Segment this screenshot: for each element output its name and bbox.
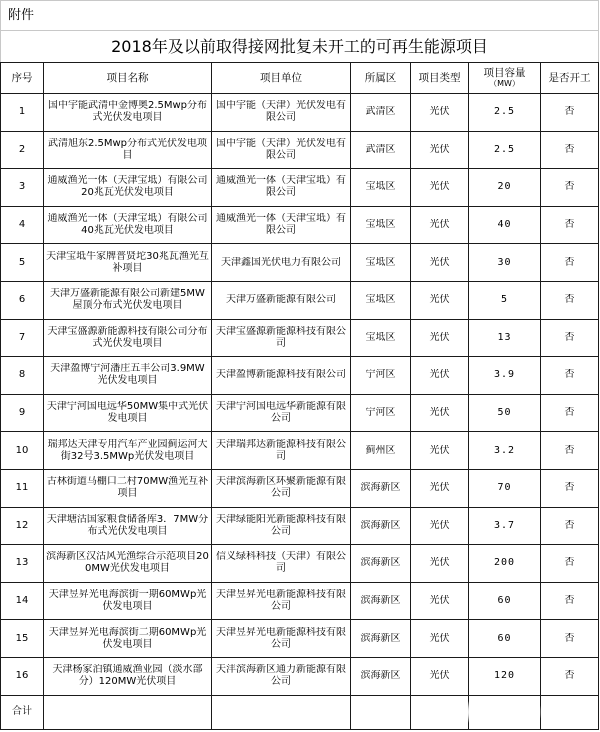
cell-project-company-text: 信义绿科科技（天津）有限公司 [216, 551, 346, 575]
cell-project-company [212, 432, 351, 470]
cell-project-company [212, 357, 351, 395]
cell-capacity [469, 281, 541, 319]
cell-project-name [44, 582, 212, 620]
cell-project-type-text: 光伏 [429, 632, 450, 644]
project-table [0, 62, 599, 730]
cell-started-text: 否 [564, 557, 575, 569]
cell-index-text: 11 [15, 482, 29, 494]
cell-capacity [469, 206, 541, 244]
cell-index-text: 9 [18, 407, 26, 419]
cell-index [1, 206, 44, 244]
cell-district [351, 394, 411, 432]
cell-started-text: 否 [564, 331, 575, 343]
cell-started [541, 545, 599, 583]
cell-project-name-text: 武清旭东2.5Mwp分布式光伏发电项目 [47, 137, 208, 161]
cell-project-name [44, 206, 212, 244]
cell-capacity-text: 20 [497, 181, 512, 193]
cell-started [541, 131, 599, 169]
cell-index-text: 2 [18, 143, 26, 155]
table-row [1, 620, 599, 658]
cell-project-name-text: 天津昱昇光电海滨街一期60MWp光伏发电项目 [48, 589, 207, 613]
cell-district [351, 657, 411, 695]
cell-project-company-text: 天津鑫国光伏电力有限公司 [221, 256, 341, 268]
cell-capacity [469, 169, 541, 207]
cell-district-text: 宝坻区 [365, 294, 396, 306]
cell-started-text: 否 [564, 256, 575, 268]
table-row [1, 319, 599, 357]
cell-project-type-text: 光伏 [429, 407, 450, 419]
cell-project-type [411, 507, 469, 545]
cell-capacity [469, 319, 541, 357]
cell-district [351, 545, 411, 583]
cell-project-company-text: 天津盈博新能源科技有限公司 [216, 369, 346, 381]
cell-capacity-text: 3.9 [493, 369, 516, 381]
cell-project-name-text: 天津昱昇光电海滨街二期60MWp光伏发电项目 [48, 626, 207, 650]
cell-project-name-text: 天津塘沽国家粮食储备库3．7MW分布式光伏发电项目 [46, 513, 209, 537]
cell-index-text: 5 [18, 256, 26, 268]
cell-project-company-text: 天津万盛新能源有限公司 [226, 294, 336, 306]
total-cell-empty [351, 695, 411, 729]
cell-started-text: 否 [564, 369, 575, 381]
cell-started [541, 94, 599, 132]
cell-capacity-text: 120 [493, 670, 516, 682]
cell-district-text: 滨海新区 [360, 519, 401, 531]
cell-project-company-text: 天津绿能阳光新能源科技有限公司 [216, 513, 346, 537]
cell-district [351, 620, 411, 658]
cell-started-text: 否 [564, 407, 575, 419]
cell-started [541, 432, 599, 470]
cell-project-name [44, 131, 212, 169]
cell-project-name-text: 通威渔光一体（天津宝坻）有限公司40兆瓦光伏发电项目 [47, 213, 208, 237]
cell-project-name [44, 657, 212, 695]
cell-project-company [212, 131, 351, 169]
cell-project-company [212, 545, 351, 583]
header-index: 序号 [1, 63, 44, 94]
table-row [1, 582, 599, 620]
cell-district-text: 滨海新区 [360, 632, 401, 644]
total-cell-empty [212, 695, 351, 729]
cell-project-type-text: 光伏 [429, 181, 450, 193]
cell-started [541, 469, 599, 507]
cell-started-text: 否 [564, 444, 575, 456]
cell-project-name-text: 通威渔光一体（天津宝坻）有限公司20兆瓦光伏发电项目 [47, 175, 208, 199]
cell-started [541, 657, 599, 695]
cell-index [1, 169, 44, 207]
cell-district-text: 宝坻区 [365, 331, 396, 343]
table-row [1, 394, 599, 432]
cell-district [351, 281, 411, 319]
cell-index-text: 6 [18, 294, 26, 306]
cell-project-name [44, 545, 212, 583]
cell-project-company-text: 国中宇能（天津）光伏发电有限公司 [216, 100, 346, 124]
cell-started [541, 394, 599, 432]
cell-index [1, 507, 44, 545]
cell-started [541, 507, 599, 545]
header-project-name: 项目名称 [44, 63, 212, 94]
cell-capacity [469, 469, 541, 507]
cell-index [1, 319, 44, 357]
cell-index-text: 7 [18, 331, 26, 343]
cell-index [1, 394, 44, 432]
cell-project-type [411, 169, 469, 207]
cell-project-name-text: 古林街道马棚口二村70MW渔光互补项目 [46, 476, 209, 500]
table-header [1, 63, 599, 94]
cell-project-company-text: 天津滨海新区环聚新能源有限公司 [216, 476, 346, 500]
cell-project-name-text: 天津杨家泊镇通威渔业园（淡水部分）120MW光伏项目 [52, 664, 203, 688]
cell-project-type-text: 光伏 [429, 369, 450, 381]
cell-capacity [469, 357, 541, 395]
cell-project-name-text: 天津宝坻牛家牌普贤坨30兆瓦渔光互补项目 [46, 250, 209, 274]
cell-district-text: 滨海新区 [360, 557, 401, 569]
cell-project-type-text: 光伏 [429, 106, 450, 118]
cell-project-company [212, 657, 351, 695]
cell-started [541, 169, 599, 207]
table-row [1, 357, 599, 395]
cell-capacity [469, 545, 541, 583]
cell-project-company-text: 天津昱昇光电新能源科技有限公司 [216, 626, 346, 650]
header-started: 是否开工 [541, 63, 599, 94]
cell-capacity-text: 2.5 [493, 106, 516, 118]
cell-capacity-text: 200 [493, 557, 516, 569]
total-cell-empty [541, 695, 599, 729]
cell-capacity-text: 3.7 [493, 519, 516, 531]
cell-project-type-text: 光伏 [429, 557, 450, 569]
cell-project-company-text: 国中宇能（天津）光伏发电有限公司 [216, 137, 346, 161]
cell-capacity [469, 94, 541, 132]
cell-capacity [469, 432, 541, 470]
cell-district-text: 武清区 [365, 143, 396, 155]
cell-capacity [469, 507, 541, 545]
header-capacity-label: 项目容量 [483, 67, 526, 79]
header-row [1, 63, 599, 94]
cell-started [541, 319, 599, 357]
table-footer [1, 695, 599, 729]
total-cell-empty [469, 695, 541, 729]
cell-project-name-text: 天津万盛新能源有限公司新建5MW屋顶分布式光伏发电项目 [50, 288, 205, 312]
header-district: 所属区 [351, 63, 411, 94]
total-cell-empty [44, 695, 212, 729]
cell-started-text: 否 [564, 294, 575, 306]
cell-project-type [411, 545, 469, 583]
cell-project-type-text: 光伏 [429, 670, 450, 682]
cell-district [351, 244, 411, 282]
cell-started [541, 582, 599, 620]
cell-district [351, 357, 411, 395]
cell-index [1, 620, 44, 658]
cell-project-name [44, 507, 212, 545]
cell-project-name [44, 620, 212, 658]
page-title: 2018年及以前取得接网批复未开工的可再生能源项目 [111, 36, 488, 56]
cell-district-text: 宁河区 [365, 369, 396, 381]
cell-index [1, 469, 44, 507]
cell-project-company-text: 天津瑞邦达新能源科技有限公司 [216, 438, 346, 462]
cell-capacity-text: 5 [500, 294, 509, 306]
table-row [1, 94, 599, 132]
cell-district-text: 武清区 [365, 106, 396, 118]
cell-started-text: 否 [564, 482, 575, 494]
cell-capacity-text: 60 [497, 632, 512, 644]
table-row [1, 169, 599, 207]
cell-project-type-text: 光伏 [429, 482, 450, 494]
cell-project-type [411, 94, 469, 132]
table-row [1, 507, 599, 545]
cell-started-text: 否 [564, 595, 575, 607]
cell-project-type [411, 281, 469, 319]
cell-project-company [212, 281, 351, 319]
cell-project-type-text: 光伏 [429, 595, 450, 607]
cell-project-type [411, 469, 469, 507]
cell-project-type-text: 光伏 [429, 256, 450, 268]
cell-project-company-text: 天津昱昇光电新能源科技有限公司 [216, 589, 346, 613]
table-body [1, 94, 599, 696]
cell-index [1, 281, 44, 319]
cell-capacity-text: 30 [497, 256, 512, 268]
attachment-row [0, 0, 599, 30]
cell-district [351, 94, 411, 132]
cell-project-name [44, 357, 212, 395]
cell-project-company [212, 169, 351, 207]
cell-project-name-text: 国中宇能武清中金博奥2.5Mwp分布式光伏发电项目 [47, 100, 208, 124]
cell-started-text: 否 [564, 219, 575, 231]
cell-started-text: 否 [564, 106, 575, 118]
cell-project-name-text: 天津宁河国电远华50MW集中式光伏发电项目 [46, 401, 209, 425]
cell-project-type [411, 657, 469, 695]
cell-district-text: 宁河区 [365, 407, 396, 419]
cell-project-name [44, 169, 212, 207]
cell-project-company-text: 通威渔光一体（天津宝坻）有限公司 [216, 175, 346, 199]
cell-project-type [411, 394, 469, 432]
table-row [1, 244, 599, 282]
cell-district [351, 582, 411, 620]
cell-project-company [212, 319, 351, 357]
cell-project-type-text: 光伏 [429, 331, 450, 343]
cell-district-text: 宝坻区 [365, 219, 396, 231]
cell-started [541, 281, 599, 319]
cell-project-type-text: 光伏 [429, 519, 450, 531]
cell-project-name [44, 432, 212, 470]
cell-capacity [469, 620, 541, 658]
total-label: 合计 [1, 695, 44, 729]
cell-project-type [411, 582, 469, 620]
cell-project-type-text: 光伏 [429, 143, 450, 155]
table-row [1, 206, 599, 244]
cell-project-company [212, 620, 351, 658]
cell-project-type [411, 131, 469, 169]
cell-capacity-text: 40 [497, 219, 512, 231]
header-project-company: 项目单位 [212, 63, 351, 94]
cell-project-type [411, 319, 469, 357]
cell-project-name [44, 244, 212, 282]
cell-capacity [469, 131, 541, 169]
cell-started-text: 否 [564, 143, 575, 155]
attachment-label: 附件 [8, 8, 35, 23]
cell-capacity [469, 582, 541, 620]
title-row [0, 30, 599, 62]
cell-index [1, 94, 44, 132]
cell-index [1, 357, 44, 395]
cell-started [541, 620, 599, 658]
cell-project-name [44, 469, 212, 507]
cell-project-name-text: 瑞邦达天津专用汽车产业园蓟运河大街32号3.5MWp光伏发电项目 [47, 438, 208, 462]
cell-project-company [212, 394, 351, 432]
cell-district [351, 206, 411, 244]
cell-project-type [411, 244, 469, 282]
cell-project-company [212, 469, 351, 507]
cell-project-company [212, 582, 351, 620]
cell-project-company [212, 507, 351, 545]
cell-district-text: 宝坻区 [365, 256, 396, 268]
total-cell-empty [411, 695, 469, 729]
header-project-type: 项目类型 [411, 63, 469, 94]
cell-project-company-text: 天沣滨海新区通力新能源有限公司 [216, 664, 346, 688]
cell-capacity-text: 2.5 [493, 143, 516, 155]
cell-project-name [44, 281, 212, 319]
table-row [1, 281, 599, 319]
header-capacity-unit: （MW） [489, 79, 520, 88]
cell-capacity-text: 60 [497, 595, 512, 607]
cell-district [351, 169, 411, 207]
cell-started-text: 否 [564, 670, 575, 682]
cell-project-company [212, 244, 351, 282]
cell-project-type [411, 432, 469, 470]
cell-district-text: 蓟州区 [365, 444, 396, 456]
cell-index-text: 16 [15, 670, 29, 682]
cell-project-company-text: 天津宝盛源新能源科技有限公司 [216, 325, 346, 349]
cell-project-name [44, 94, 212, 132]
cell-capacity-text: 13 [497, 331, 512, 343]
cell-project-name-text: 天津宝盛源新能源科技有限公司分布式光伏发电项目 [47, 325, 208, 349]
cell-index-text: 8 [18, 369, 26, 381]
cell-index [1, 582, 44, 620]
cell-project-type-text: 光伏 [429, 444, 450, 456]
header-capacity [469, 63, 541, 94]
cell-capacity [469, 244, 541, 282]
cell-district [351, 469, 411, 507]
cell-project-type [411, 620, 469, 658]
cell-index-text: 12 [15, 519, 29, 531]
cell-district-text: 宝坻区 [365, 181, 396, 193]
cell-index [1, 131, 44, 169]
cell-started-text: 否 [564, 181, 575, 193]
cell-index-text: 3 [18, 181, 26, 193]
cell-started [541, 357, 599, 395]
cell-district-text: 滨海新区 [360, 482, 401, 494]
cell-index-text: 15 [15, 632, 29, 644]
cell-capacity-text: 70 [497, 482, 512, 494]
cell-index [1, 545, 44, 583]
table-row [1, 545, 599, 583]
cell-index [1, 244, 44, 282]
cell-district [351, 507, 411, 545]
cell-district [351, 131, 411, 169]
cell-project-type-text: 光伏 [429, 294, 450, 306]
cell-district-text: 滨海新区 [360, 670, 401, 682]
table-row [1, 657, 599, 695]
cell-project-type-text: 光伏 [429, 219, 450, 231]
cell-index-text: 10 [15, 444, 29, 456]
cell-index-text: 13 [15, 557, 29, 569]
cell-index-text: 4 [18, 219, 26, 231]
cell-started [541, 244, 599, 282]
cell-district-text: 滨海新区 [360, 595, 401, 607]
cell-project-name-text: 天津盈博宁河潘庄五丰公司3.9MW光伏发电项目 [50, 363, 205, 387]
cell-index-text: 1 [18, 106, 26, 118]
cell-index [1, 657, 44, 695]
cell-project-company [212, 206, 351, 244]
cell-project-name [44, 394, 212, 432]
cell-district [351, 319, 411, 357]
table-row [1, 469, 599, 507]
cell-started-text: 否 [564, 519, 575, 531]
cell-capacity [469, 657, 541, 695]
cell-capacity-text: 3.2 [493, 444, 516, 456]
cell-project-type [411, 357, 469, 395]
cell-project-company-text: 天津宁河国电远华新能源有限公司 [216, 401, 346, 425]
cell-project-company [212, 94, 351, 132]
cell-started [541, 206, 599, 244]
table-row [1, 131, 599, 169]
cell-project-name [44, 319, 212, 357]
cell-started-text: 否 [564, 632, 575, 644]
cell-project-company-text: 通威渔光一体（天津宝坻）有限公司 [216, 213, 346, 237]
table-row [1, 432, 599, 470]
cell-project-type [411, 206, 469, 244]
cell-district [351, 432, 411, 470]
cell-project-name-text: 滨海新区汉沽风光渔综合示范项目200MW光伏发电项目 [46, 551, 209, 575]
cell-index-text: 14 [15, 595, 29, 607]
cell-capacity-text: 50 [497, 407, 512, 419]
cell-capacity [469, 394, 541, 432]
cell-index [1, 432, 44, 470]
total-row [1, 695, 599, 729]
